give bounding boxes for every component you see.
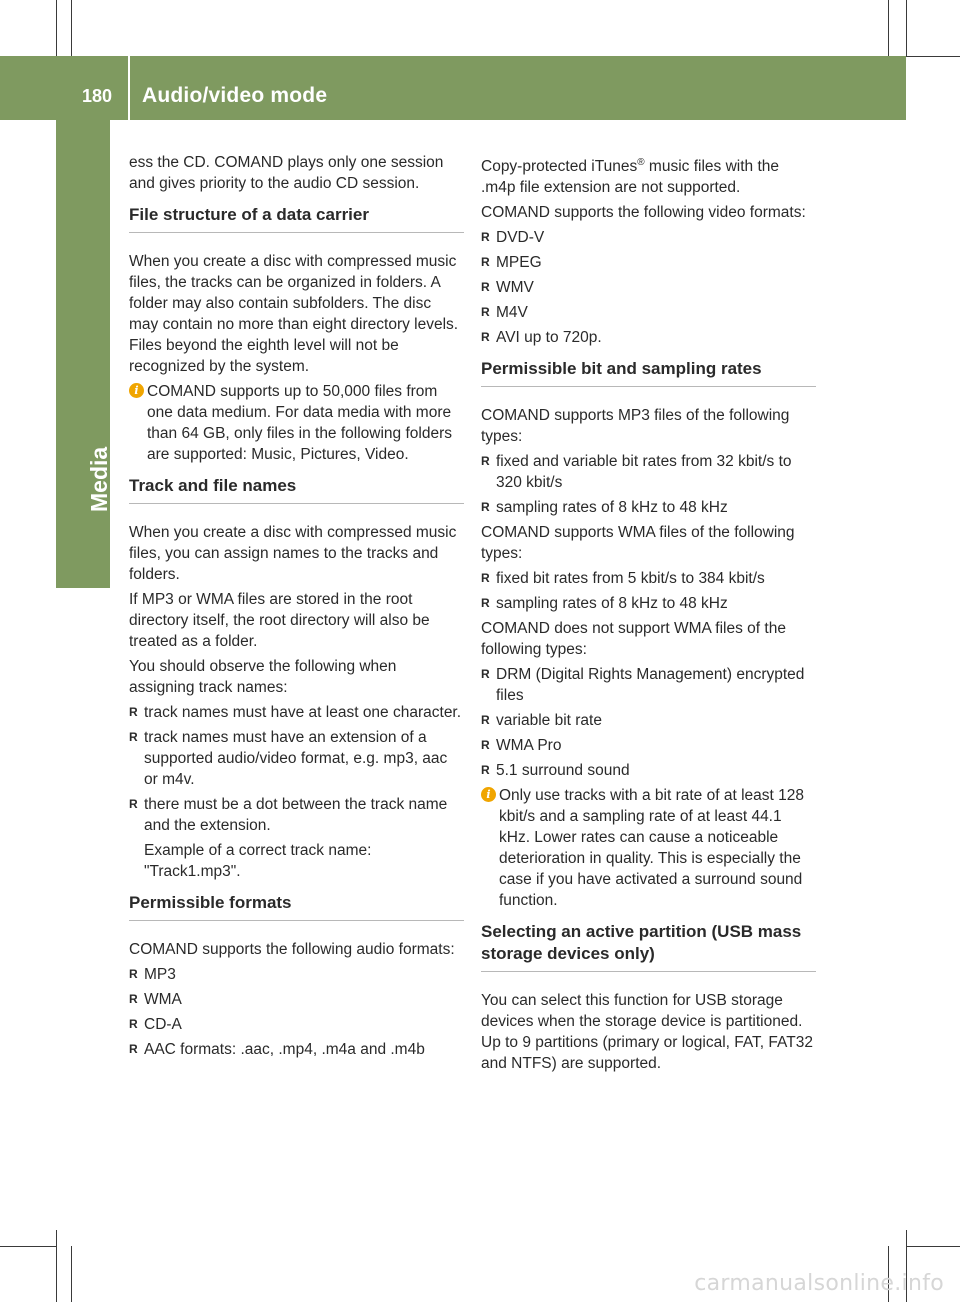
side-tab [56,120,110,588]
section-title: Audio/video mode [142,84,328,107]
paragraph: COMAND supports WMA files of the following types: [481,524,795,563]
paragraph [481,152,816,198]
list-item [481,735,816,756]
wma-unsupported-list [481,664,816,781]
track-rules-list [129,702,464,836]
list-item [481,760,816,781]
left-column [129,152,464,1064]
heading-bitrates: Permissible bit and sampling rates [481,358,816,387]
bullet-icon: R [481,571,490,586]
list-item [481,710,816,731]
paragraph-text: Copy-protected iTunes [481,158,638,176]
list-item-text: DRM (Digital Rights Management) encrypted files [496,666,805,705]
heading-partition: Selecting an active partition (USB mass storage devices only) [481,921,816,972]
bullet-icon: R [481,738,490,753]
bullet-icon: R [481,280,490,295]
crop-mark [71,0,72,56]
paragraph: COMAND supports MP3 files of the following types: [481,407,790,446]
crop-mark [888,0,889,56]
list-item [481,302,816,323]
video-formats-list [481,227,816,348]
list-item-text: 5.1 surround sound [496,762,630,780]
bullet-icon: R [129,992,138,1006]
bullet-icon: R [481,713,490,728]
paragraph: ess the CD. COMAND plays only one session and gives priority to the audio CD session. [129,154,444,192]
list-item [129,702,464,723]
info-note [129,381,464,465]
list-item-text: WMA Pro [496,737,562,755]
info-icon: i [129,383,144,398]
list-item [481,252,816,273]
heading-track-names: Track and file names [129,475,464,504]
list-item-text: track names must have an extension of a supported audio/video format, e.g. mp3, aac or m4v. [144,729,448,788]
crop-mark [56,1230,57,1302]
audio-formats-list [129,964,464,1060]
crop-mark [56,0,57,56]
list-item-text: variable bit rate [496,712,602,730]
example-text: Example of a correct track name: "Track1.mp3". [144,842,372,880]
bullet-icon: R [481,330,490,345]
crop-mark [906,1246,960,1247]
list-item-text: MP3 [144,966,176,983]
list-item-text: CD-A [144,1016,182,1033]
bullet-icon: R [129,1017,138,1031]
page-header [0,56,906,120]
paragraph-text: music files with the .m4p file extension are not supported. [481,158,779,197]
list-item-text: fixed and variable bit rates from 32 kbit/s to 320 kbit/s [496,453,792,492]
registered-mark: ® [637,157,645,168]
paragraph: COMAND supports the following video formats: [481,204,806,222]
list-item-text: DVD-V [496,229,545,247]
bullet-icon: R [481,763,490,778]
bullet-icon: R [481,500,490,515]
bullet-icon: R [481,596,490,611]
bullet-icon: R [129,797,138,811]
bullet-icon: R [481,667,490,682]
watermark: carmanualsonline.info [694,1271,944,1296]
crop-mark [0,1246,56,1247]
paragraph: COMAND does not support WMA files of the following types: [481,620,786,659]
info-icon: i [481,787,496,802]
list-item-text: M4V [496,304,528,322]
list-item-text: track names must have at least one character. [144,704,462,721]
info-note [481,785,816,911]
paragraph: You can select this function for USB storage devices when the storage device is partitioned. Up to 9 partitions (primary or logical, FAT, FAT32 and NTFS) are supported. [481,992,813,1073]
page-number: 180 [82,86,113,106]
bullet-icon: R [481,305,490,320]
list-item [481,664,816,706]
crop-mark [906,0,907,56]
heading-formats: Permissible formats [129,892,464,921]
bullet-icon: R [481,255,490,270]
list-item [129,964,464,985]
list-item [129,1039,464,1060]
list-item-text: AVI up to 720p. [496,329,602,347]
bullet-icon: R [129,730,138,744]
list-item-text: WMA [144,991,182,1008]
list-item [129,794,464,836]
paragraph: If MP3 or WMA files are stored in the root directory itself, the root directory will also be treated as a folder. [129,591,430,650]
crop-mark [71,1246,72,1302]
right-column [481,152,816,1078]
list-item [129,989,464,1010]
list-item [129,727,464,790]
bullet-icon: R [129,967,138,981]
bullet-icon: R [129,705,138,719]
list-item-text: fixed bit rates from 5 kbit/s to 384 kbit/s [496,570,765,588]
list-item [481,327,816,348]
list-item [481,497,816,518]
crop-mark [906,56,960,57]
list-item-text: there must be a dot between the track name and the extension. [144,796,448,834]
mp3-types-list [481,451,816,518]
paragraph: When you create a disc with compressed music files, you can assign names to the tracks and folders. [129,524,457,583]
bullet-icon: R [481,230,490,245]
bullet-icon: R [481,454,490,469]
list-item-text: MPEG [496,254,542,272]
list-item [481,451,816,493]
note-text: COMAND supports up to 50,000 files from one data medium. For data media with more than 64 GB, only files in the following folders are supported: Music, Pictures, Video. [147,383,453,463]
list-item-text: AAC formats: .aac, .mp4, .m4a and .m4b [144,1041,425,1058]
side-tab-label: Media [86,446,112,512]
list-item [129,1014,464,1035]
list-item [481,593,816,614]
note-text: Only use tracks with a bit rate of at least 128 kbit/s and a sampling rate of at least 44.1 kHz. Lower rates can cause a noticeable deterioration in quality. This is especially the case if you have activated a surround sound function. [499,787,804,910]
paragraph: When you create a disc with compressed music files, the tracks can be organized in folders. A folder may also contain subfolders. The disc may contain no more than eight directory levels. Files beyond the eighth level will not be recognized by the system. [129,253,459,375]
heading-file-structure: File structure of a data carrier [129,204,464,233]
list-item-text: WMV [496,279,534,297]
list-item [481,227,816,248]
list-item [481,568,816,589]
bullet-icon: R [129,1042,138,1056]
list-item-text: sampling rates of 8 kHz to 48 kHz [496,499,728,517]
header-divider [128,56,130,120]
list-item-text: sampling rates of 8 kHz to 48 kHz [496,595,728,613]
list-item [481,277,816,298]
wma-types-list [481,568,816,614]
paragraph: You should observe the following when assigning track names: [129,658,397,696]
paragraph: COMAND supports the following audio formats: [129,941,455,958]
